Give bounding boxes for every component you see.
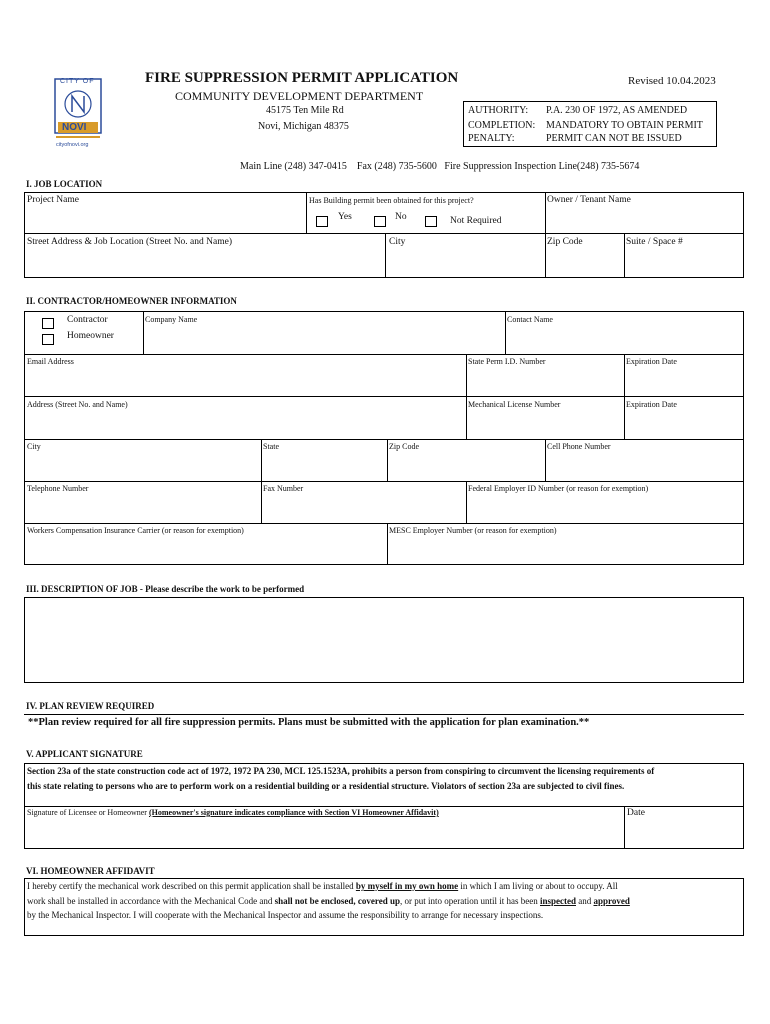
affidavit-text-2: in which I am living or about to occupy. All work shall be installed in accordance with the Mechanical Code and bbox=[27, 881, 618, 906]
email-field[interactable]: Email Address bbox=[27, 357, 74, 366]
job-city-field[interactable]: City bbox=[389, 237, 406, 247]
mesc-employer-field[interactable]: MESC Employer Number (or reason for exemption) bbox=[389, 526, 557, 535]
owner-tenant-field[interactable]: Owner / Tenant Name bbox=[547, 195, 631, 205]
address-line-1: 45175 Ten Mile Rd bbox=[266, 105, 344, 116]
phone-numbers: Main Line (248) 347-0415 Fax (248) 735-5600 Fire Suppression Inspection Line(248) 735-5674 bbox=[240, 161, 640, 172]
authority-box bbox=[463, 101, 717, 147]
mechanical-license-field[interactable]: Mechanical License Number bbox=[468, 400, 561, 409]
state-perm-id-field[interactable]: State Perm I.D. Number bbox=[468, 357, 546, 366]
contractor-city-field[interactable]: City bbox=[27, 442, 41, 451]
section-signature-title: V. APPLICANT SIGNATURE bbox=[26, 749, 143, 759]
permit-no-label: No bbox=[395, 212, 407, 222]
logo-name-text: NOVI bbox=[62, 122, 87, 133]
expiration-date-2-field[interactable]: Expiration Date bbox=[626, 400, 677, 409]
affidavit-underline-1: by myself in my own home bbox=[355, 881, 459, 891]
permit-no-checkbox[interactable] bbox=[374, 216, 386, 227]
section-description-title: III. DESCRIPTION OF JOB - Please describe the work to be performed bbox=[26, 584, 305, 594]
signature-label: Signature of Licensee or Homeowner bbox=[27, 808, 147, 817]
affidavit-text-5: by the Mechanical Inspector. I will cooperate with the Mechanical Inspector and assume the responsibility to arrange for necessary inspections. bbox=[27, 910, 544, 920]
affidavit-underline-3: approved bbox=[593, 895, 630, 906]
section-23a-statement: Section 23a of the state construction code act of 1972, 1972 PA 230, MCL 125.1523A, prohibits a person from conspiring to circumvent the licensing requirements of this state relating to persons who are to perform work on a residential building or a residential structure. Violators of section 23a are subjected to civil fines. bbox=[27, 766, 655, 791]
job-zip-field[interactable]: Zip Code bbox=[547, 237, 583, 247]
affidavit-bold-1: shall not be enclosed, covered up bbox=[274, 895, 401, 906]
address-line-2: Novi, Michigan 48375 bbox=[258, 121, 349, 132]
plan-review-rule bbox=[24, 714, 744, 715]
contractor-checkbox[interactable] bbox=[42, 318, 54, 329]
homeowner-checkbox[interactable] bbox=[42, 334, 54, 345]
affidavit-text bbox=[27, 879, 637, 923]
contractor-state-field[interactable]: State bbox=[263, 442, 279, 451]
signature-field[interactable] bbox=[27, 808, 439, 817]
revised-date: Revised 10.04.2023 bbox=[628, 75, 716, 87]
project-name-field[interactable]: Project Name bbox=[27, 195, 79, 205]
form-title: FIRE SUPPRESSION PERMIT APPLICATION bbox=[145, 70, 459, 86]
section-plan-review-title: IV. PLAN REVIEW REQUIRED bbox=[26, 701, 155, 711]
signature-note: (Homeowner's signature indicates compliance with Section VI Homeowner Affidavit) bbox=[148, 808, 439, 817]
contact-name-field[interactable]: Contact Name bbox=[507, 315, 553, 324]
affidavit-text-3: , or put into operation until it has been bbox=[400, 895, 540, 906]
job-description-textarea[interactable] bbox=[24, 597, 744, 683]
permit-not-required-checkbox[interactable] bbox=[425, 216, 437, 227]
contractor-address-field[interactable]: Address (Street No. and Name) bbox=[27, 400, 128, 409]
penalty-label: PENALTY: bbox=[468, 133, 515, 144]
contractor-zip-field[interactable]: Zip Code bbox=[389, 442, 419, 451]
building-permit-question: Has Building permit been obtained for this project? bbox=[309, 196, 474, 205]
expiration-date-1-field[interactable]: Expiration Date bbox=[626, 357, 677, 366]
authority-label: AUTHORITY: bbox=[468, 105, 529, 116]
logo-top-text: CITY OF bbox=[60, 78, 95, 85]
affidavit-text-4: and bbox=[576, 895, 594, 906]
homeowner-label: Homeowner bbox=[67, 331, 114, 341]
plan-review-notice: **Plan review required for all fire suppression permits. Plans must be submitted with the application for plan examination.** bbox=[28, 717, 590, 728]
completion-value: MANDATORY TO OBTAIN PERMIT bbox=[546, 120, 703, 131]
logo-tagline-text: cityofnovi.org bbox=[56, 142, 89, 148]
city-logo bbox=[54, 78, 106, 148]
company-name-field[interactable]: Company Name bbox=[145, 315, 198, 324]
penalty-value: PERMIT CAN NOT BE ISSUED bbox=[546, 133, 682, 144]
telephone-field[interactable]: Telephone Number bbox=[27, 484, 89, 493]
permit-yes-label: Yes bbox=[338, 212, 352, 222]
section-job-location-title: I. JOB LOCATION bbox=[26, 179, 103, 189]
fax-field[interactable]: Fax Number bbox=[263, 484, 304, 493]
department-name: COMMUNITY DEVELOPMENT DEPARTMENT bbox=[175, 89, 424, 103]
authority-value: P.A. 230 OF 1972, AS AMENDED bbox=[546, 105, 688, 116]
section-affidavit-title: VI. HOMEOWNER AFFIDAVIT bbox=[26, 866, 155, 876]
signature-date-field[interactable]: Date bbox=[627, 808, 645, 818]
suite-space-field[interactable]: Suite / Space # bbox=[626, 237, 683, 247]
completion-label: COMPLETION: bbox=[468, 120, 536, 131]
section-contractor-title: II. CONTRACTOR/HOMEOWNER INFORMATION bbox=[26, 296, 237, 306]
affidavit-text-1: I hereby certify the mechanical work described on this permit application shall be installed bbox=[27, 881, 356, 891]
federal-employer-id-field[interactable]: Federal Employer ID Number (or reason for exemption) bbox=[468, 484, 649, 493]
permit-not-required-label: Not Required bbox=[450, 216, 502, 226]
affidavit-underline-2: inspected bbox=[540, 895, 576, 906]
cell-phone-field[interactable]: Cell Phone Number bbox=[547, 442, 611, 451]
contractor-label: Contractor bbox=[67, 315, 108, 325]
workers-comp-field[interactable]: Workers Compensation Insurance Carrier (or reason for exemption) bbox=[27, 526, 244, 535]
street-address-field[interactable]: Street Address & Job Location (Street No. and Name) bbox=[27, 237, 232, 247]
permit-yes-checkbox[interactable] bbox=[316, 216, 328, 227]
